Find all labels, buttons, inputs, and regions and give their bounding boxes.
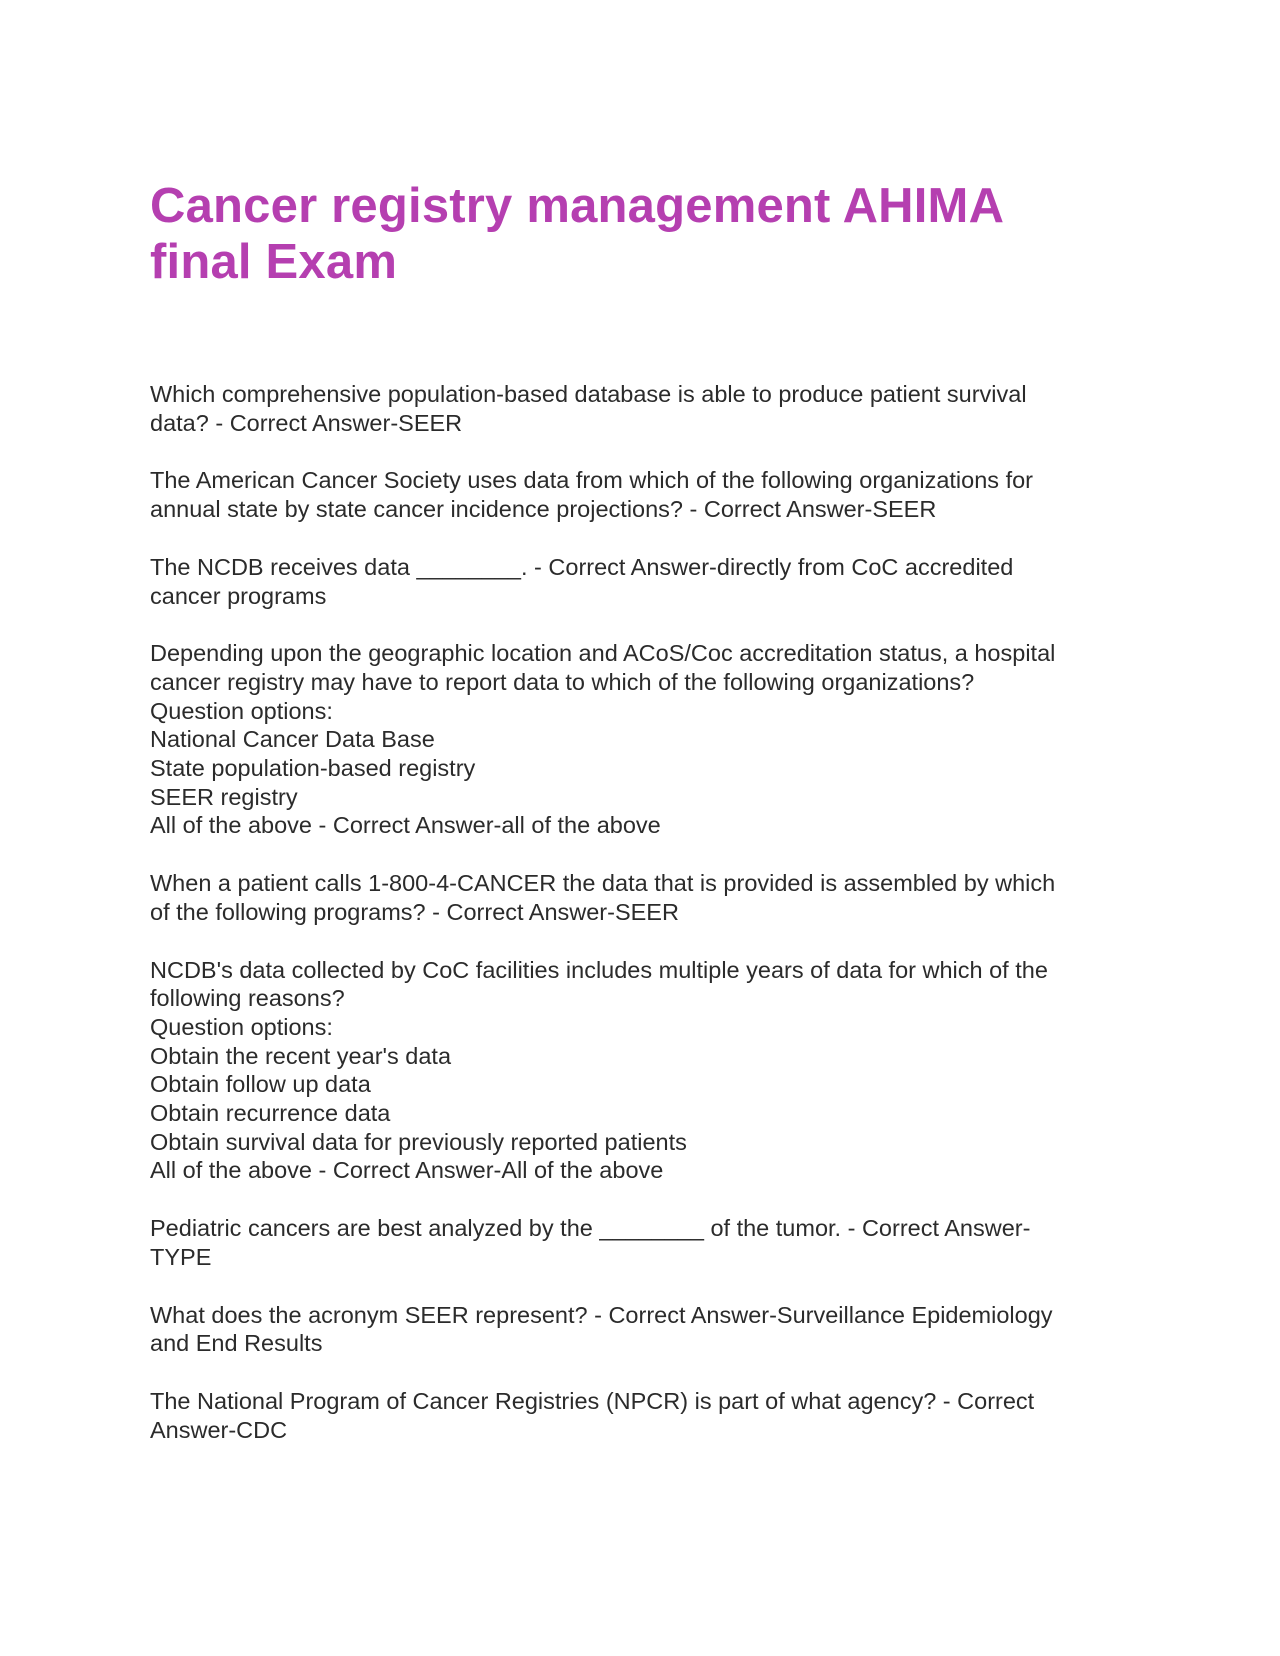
qa-line: Depending upon the geographic location and ACoS/Coc accreditation status, a hospital [150,640,1056,667]
qa-item [150,380,1130,437]
document-page [150,178,1130,1473]
qa-line: Obtain survival data for previously reported patients [150,1128,687,1155]
qa-line: following reasons? [150,985,345,1012]
qa-item [150,869,1130,926]
qa-line: Obtain follow up data [150,1071,371,1098]
qa-item [150,956,1130,1186]
qa-line: What does the acronym SEER represent? - Correct Answer-Surveillance Epidemiology [150,1301,1053,1328]
qa-line: All of the above - Correct Answer-All of the above [150,1157,664,1184]
qa-line: of the following programs? - Correct Answer-SEER [150,898,679,925]
document-title [150,178,1130,290]
qa-line: data? - Correct Answer-SEER [150,409,463,436]
qa-line: Obtain the recent year's data [150,1042,452,1069]
qa-item [150,553,1130,610]
qa-item [150,466,1130,523]
qa-line: Question options: [150,697,333,724]
title-line: Cancer registry management AHIMA [150,179,1005,233]
qa-item [150,1214,1130,1271]
qa-list [150,380,1130,1444]
qa-line: All of the above - Correct Answer-all of the above [150,812,661,839]
qa-item [150,1301,1130,1358]
qa-line: NCDB's data collected by CoC facilities includes multiple years of data for which of the [150,956,1048,983]
qa-line: TYPE [150,1243,212,1270]
qa-line: and End Results [150,1330,323,1357]
qa-line: When a patient calls 1-800-4-CANCER the data that is provided is assembled by which [150,870,1056,897]
qa-line: Question options: [150,1013,333,1040]
qa-line: National Cancer Data Base [150,726,435,753]
qa-line: The NCDB receives data ________. - Correct Answer-directly from CoC accredited [150,553,1014,580]
qa-line: SEER registry [150,783,298,810]
qa-line: Pediatric cancers are best analyzed by the ________ of the tumor. - Correct Answer- [150,1215,1031,1242]
qa-line: Obtain recurrence data [150,1100,391,1127]
qa-line: The American Cancer Society uses data from which of the following organizations for [150,467,1033,494]
qa-line: Which comprehensive population-based database is able to produce patient survival [150,381,1027,407]
title-line: final Exam [150,235,398,289]
qa-item [150,1387,1130,1444]
qa-line: cancer programs [150,582,327,609]
qa-item [150,639,1130,840]
qa-line: The National Program of Cancer Registries (NPCR) is part of what agency? - Correct [150,1387,1035,1414]
qa-line: State population-based registry [150,755,476,782]
qa-line: annual state by state cancer incidence projections? - Correct Answer-SEER [150,496,937,523]
qa-line: cancer registry may have to report data to which of the following organizations? [150,668,975,695]
qa-line: Answer-CDC [150,1416,288,1443]
